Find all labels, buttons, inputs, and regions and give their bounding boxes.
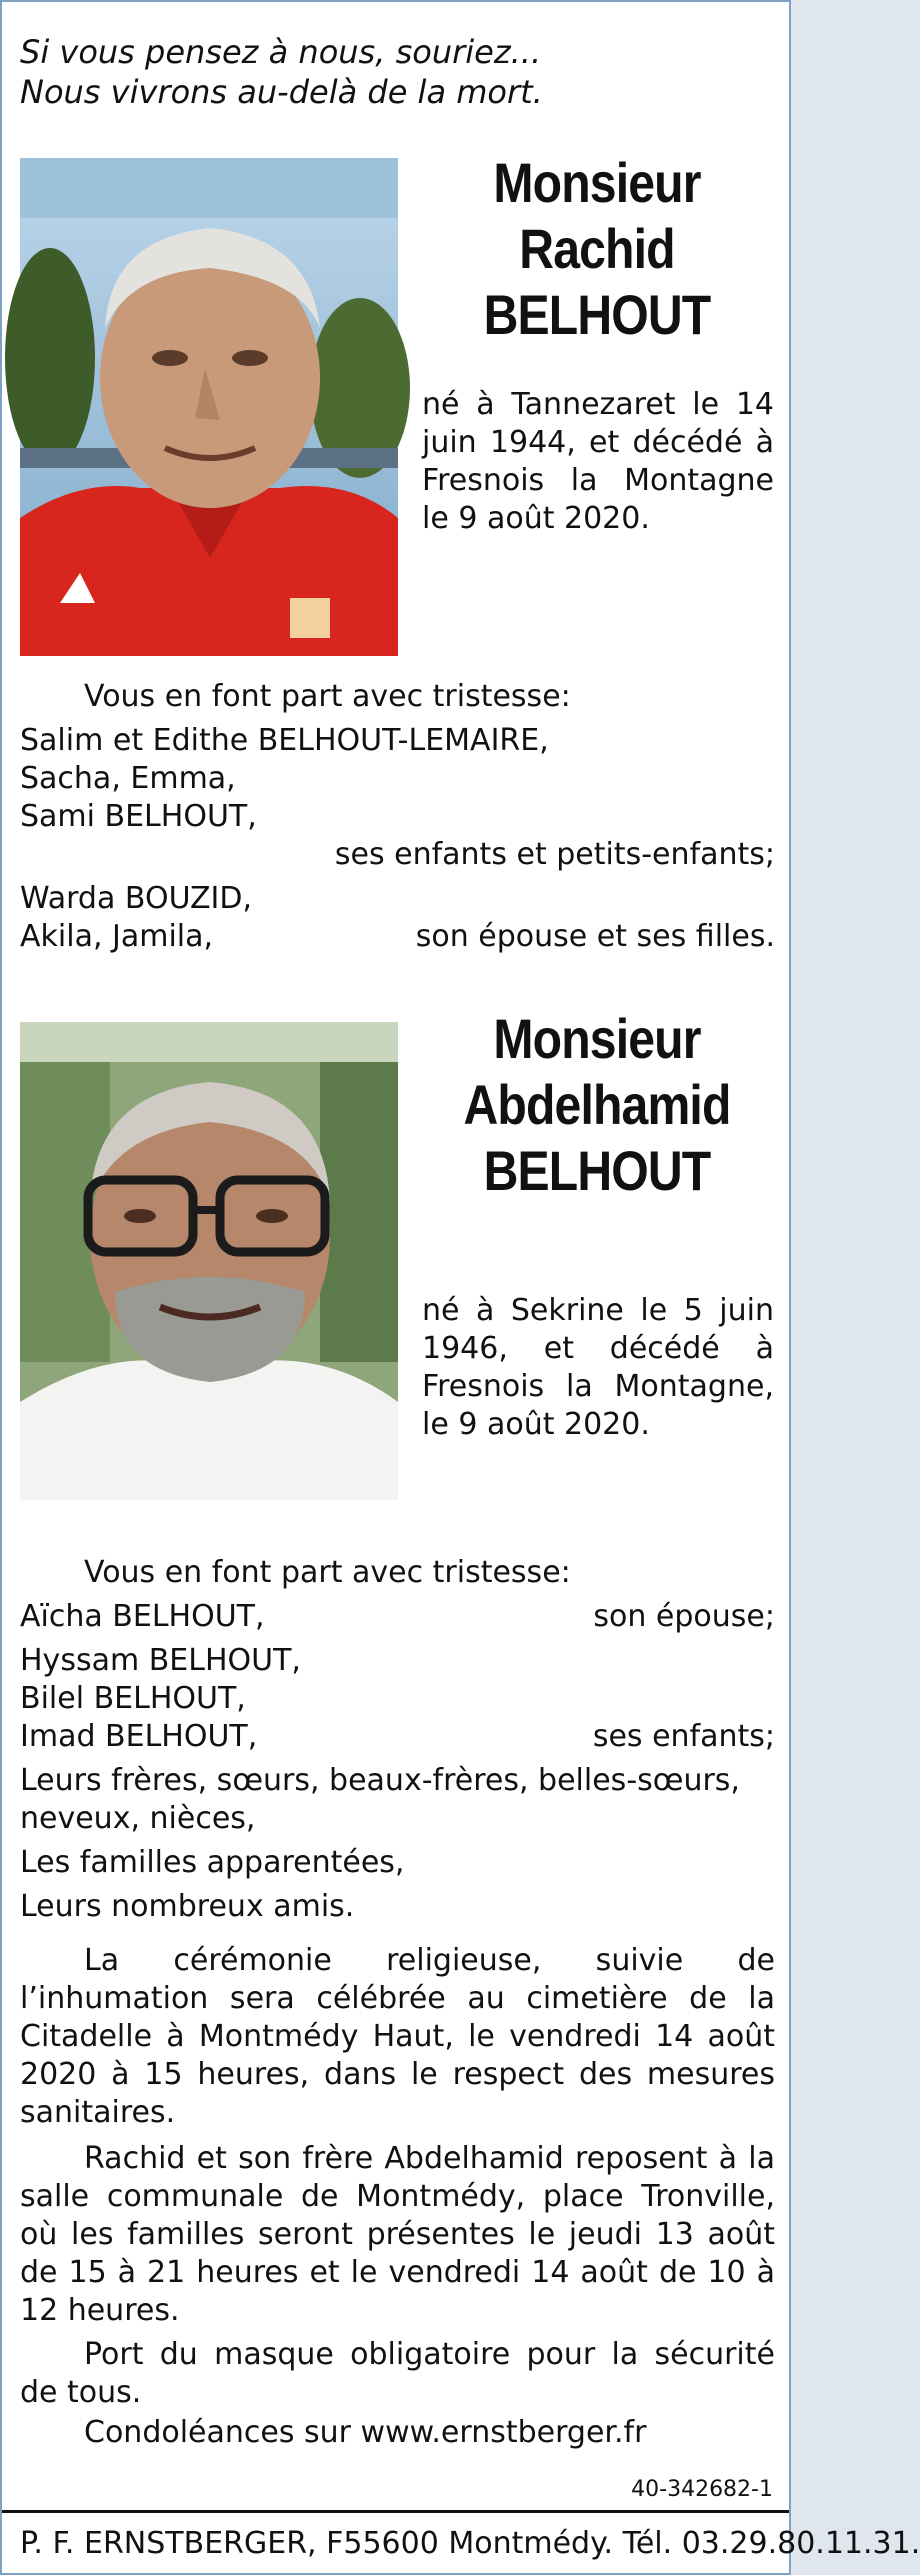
birth-death-rachid: né à Tannezaret le 14 juin 1944, et décédé à Fresnois la Montagne le 9 août 2020. <box>422 387 774 536</box>
family-line: Hyssam BELHOUT, <box>20 1643 301 1678</box>
family-line: Salim et Edithe BELHOUT-LEMAIRE, <box>20 723 549 758</box>
portrait-abdelhamid <box>20 1022 398 1500</box>
family-line: Aïcha BELHOUT, <box>20 1599 265 1634</box>
portrait-rachid <box>20 158 398 656</box>
family-role: ses enfants; <box>592 1719 775 1754</box>
family-role: ses enfants et petits-enfants; <box>334 837 775 872</box>
family-line: Leurs nombreux amis. <box>20 1889 355 1924</box>
family-line: Leurs frères, sœurs, beaux-frères, belles-sœurs, neveux, nièces, <box>20 1763 740 1836</box>
family-line: Akila, Jamila, <box>20 919 214 954</box>
title-rachid: Monsieur <box>493 151 701 214</box>
epitaph-line-2: Nous vivrons au-delà de la mort. <box>20 73 543 111</box>
family-announcement-rachid <box>20 678 775 956</box>
last-name-abdelhamid: BELHOUT <box>483 1139 711 1202</box>
mask-notice: Port du masque obligatoire pour la sécurité de tous. <box>20 2337 775 2410</box>
rest-paragraph: Rachid et son frère Abdelhamid reposent à la salle communale de Montmédy, place Tronville, où les familles seront présentes le jeudi 13 août de 15 à 21 heures et le vendredi 14 août de 10 à 12 heures. <box>20 2141 775 2328</box>
condolences-line: Condoléances sur www.ernstberger.fr <box>84 2415 647 2450</box>
family-line: Sacha, Emma, <box>20 761 236 796</box>
announce-intro-abdelhamid: Vous en font part avec tristesse: <box>84 1555 571 1590</box>
last-name-rachid: BELHOUT <box>483 283 711 346</box>
deceased-name-rachid <box>447 150 748 348</box>
family-role: son épouse; <box>593 1599 775 1634</box>
portrait-rachid-image <box>20 158 398 656</box>
family-line: Warda BOUZID, <box>20 881 253 916</box>
reference-number: 40-342682-1 <box>631 2477 773 2502</box>
title-abdelhamid: Monsieur <box>493 1007 701 1070</box>
first-name-abdelhamid: Abdelhamid <box>463 1073 731 1136</box>
announce-intro-rachid: Vous en font part avec tristesse: <box>84 679 571 714</box>
first-name-rachid: Rachid <box>519 217 675 280</box>
epitaph <box>20 32 760 112</box>
deceased-name-abdelhamid <box>447 1006 748 1204</box>
family-role: son épouse et ses filles. <box>415 919 775 954</box>
birth-death-abdelhamid: né à Sekrine le 5 juin 1946, et décédé à Fresnois la Montagne, le 9 août 2020. <box>422 1293 774 1442</box>
family-line: Imad BELHOUT, <box>20 1719 258 1754</box>
family-line: Les familles apparentées, <box>20 1845 405 1880</box>
ceremony-paragraph: La cérémonie religieuse, suivie de l’inhumation sera célébrée au cimetière de la Citadelle à Montmédy Haut, le vendredi 14 août 2020 à 15 heures, dans le respect des mesures sanitaires. <box>20 1943 775 2130</box>
family-line: Sami BELHOUT, <box>20 799 257 834</box>
epitaph-line-1: Si vous pensez à nous, souriez... <box>20 33 542 71</box>
family-line: Bilel BELHOUT, <box>20 1681 246 1716</box>
funeral-home-footer: P. F. ERNSTBERGER, F55600 Montmédy. Tél. 03.29.80.11.31. <box>2 2510 789 2563</box>
family-announcement-abdelhamid <box>20 1554 775 1926</box>
portrait-abdelhamid-image <box>20 1022 398 1500</box>
